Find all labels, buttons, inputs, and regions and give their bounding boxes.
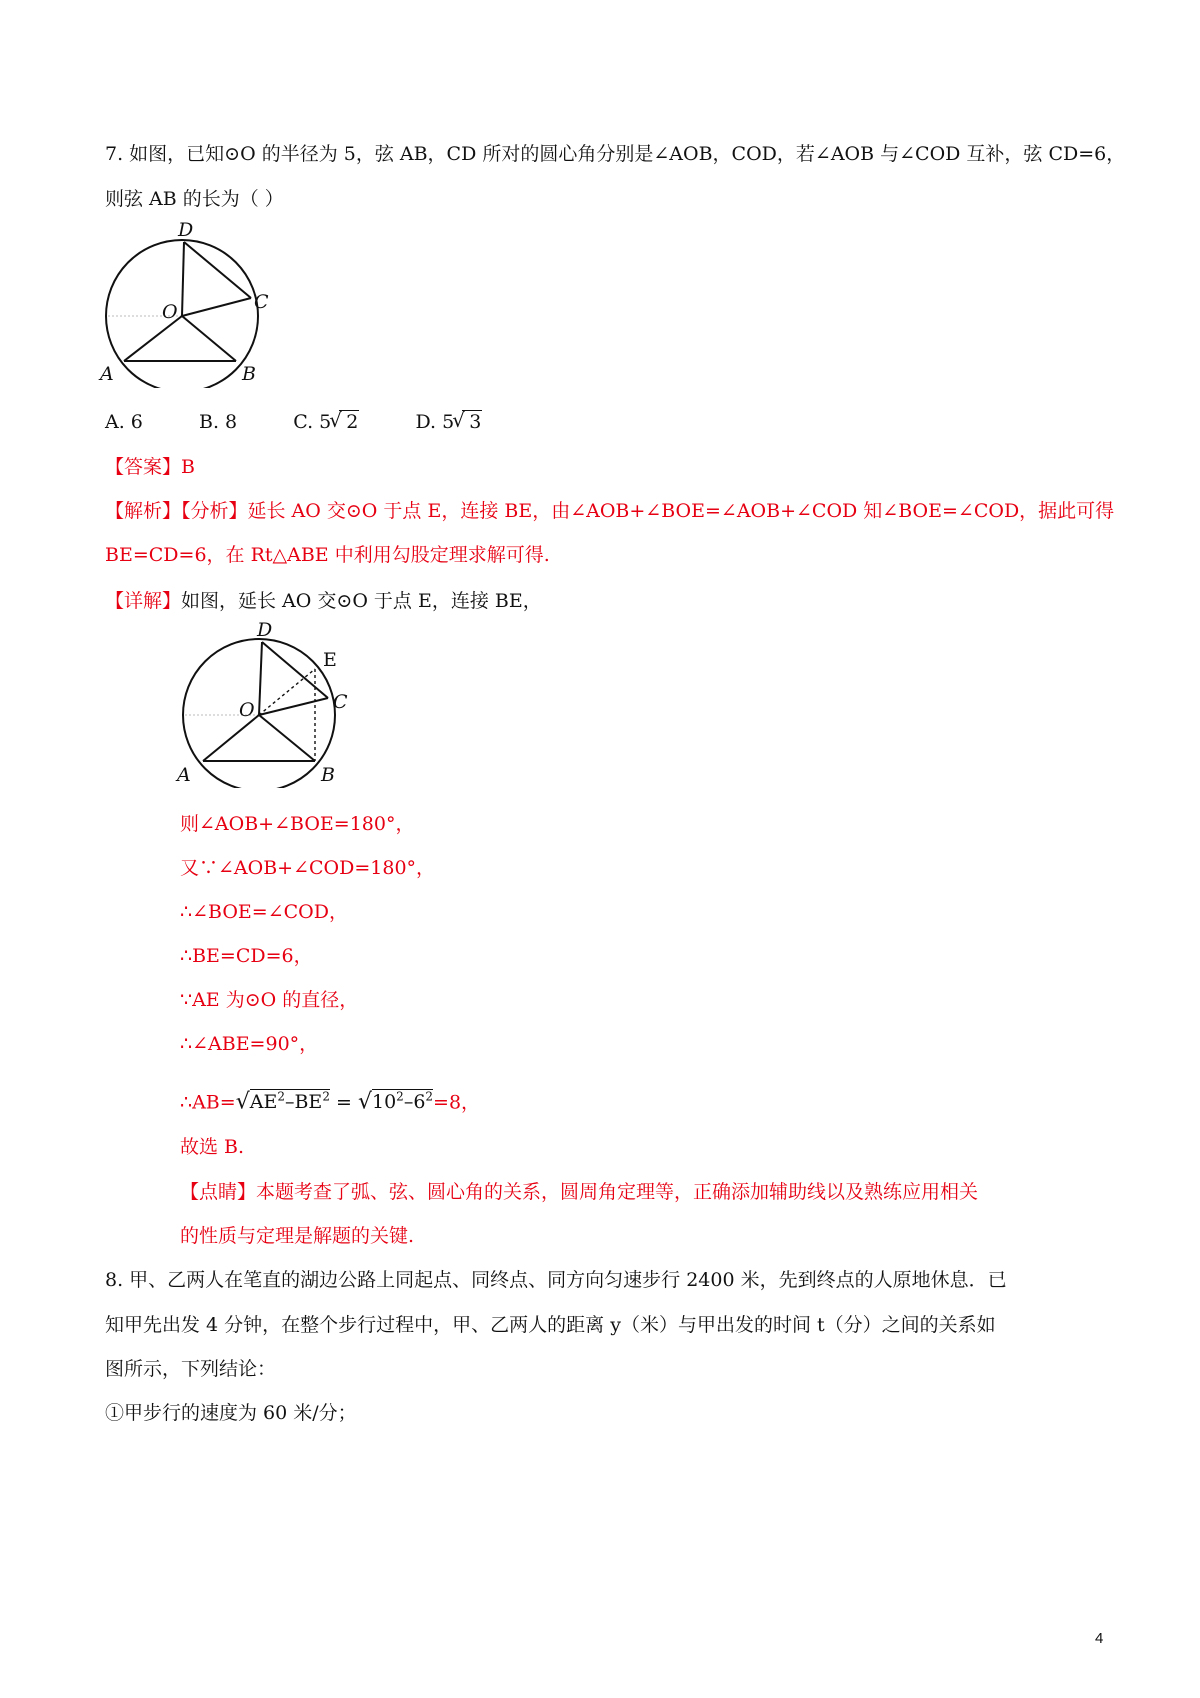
q7-detail-intro [105,589,542,613]
detail-text: 如图，延长 AO 交⊙O 于点 E，连接 BE， [181,590,542,612]
q7-comment-line2: 的性质与定理是解题的关键. [180,1225,415,1247]
q7-comment-line1: 【点睛】本题考查了弧、弦、圆心角的关系，圆周角定理等，正确添加辅助线以及熟练应用相关 [180,1181,979,1203]
fig2-label-b: B [321,764,335,786]
q7-analysis-line1: 【解析】【分析】延长 AO 交⊙O 于点 E，连接 BE，由∠AOB+∠BOE=∠AOB+∠COD 知∠BOE=∠COD，据此可得 [105,500,1115,522]
q7-stem-line2: 则弦 AB 的长为（ ） [105,188,284,210]
q8-line1: 8. 甲、乙两人在笔直的湖边公路上同起点、同终点、同方向匀速步行 2400 米，先到终点的人原地休息．已 [105,1269,1007,1291]
q7-figure-circle [98,218,298,388]
step-4: ∴BE=CD=6， [180,945,313,967]
q8-line3: 图所示，下列结论： [105,1358,277,1380]
fig2-label-e: E [323,649,337,671]
fig2-label-c: C [333,691,348,713]
fig2-label-a: A [177,764,191,786]
step-1: 则∠AOB+∠BOE=180°， [180,813,415,835]
q7-analysis-line2: BE=CD=6，在 Rt△ABE 中利用勾股定理求解可得. [105,544,550,566]
detail-tag: 【详解】 [105,590,182,612]
q7-answer: 【答案】B [105,456,195,478]
option-d: D. 5 √ 3 [415,408,482,433]
fig2-label-d: D [257,619,273,641]
q8-line2: 知甲先出发 4 分钟，在整个步行过程中，甲、乙两人的距离 y（米）与甲出发的时间 t（分）之间的关系如 [105,1314,996,1336]
step-6: ∴∠ABE=90°， [180,1033,319,1055]
fig1-label-o: O [162,301,178,323]
fig1-label-b: B [242,363,256,385]
q7-stem-line1: 7. 如图，已知⊙O 的半径为 5，弦 AB，CD 所对的圆心角分别是∠AOB，COD，若∠AOB 与∠COD 互补，弦 CD=6， [105,143,1126,165]
step-2: 又∵∠AOB+∠COD=180°， [180,857,436,879]
option-b: B. 8 [198,411,238,433]
q7-figure-circle-extended [175,618,375,788]
q8-item1: ①甲步行的速度为 60 米/分； [105,1402,357,1424]
option-c: C. 5 √ 2 [293,408,359,433]
fig1-label-a: A [100,363,114,385]
page-number: 4 [1095,1630,1104,1647]
step-5: ∵AE 为⊙O 的直径， [180,989,359,1011]
fig1-label-d: D [178,219,194,241]
fig1-label-c: C [254,291,269,313]
step-8: 故选 B. [180,1136,245,1158]
step-3: ∴∠BOE=∠COD， [180,901,348,923]
step-7: $\therefore AB=√AE^2-BE^2 = √10^2-6^2=8$， [180,1089,481,1115]
fig2-label-o: O [239,699,255,721]
q7-options [105,410,482,434]
option-a: A. 6 [105,411,143,433]
